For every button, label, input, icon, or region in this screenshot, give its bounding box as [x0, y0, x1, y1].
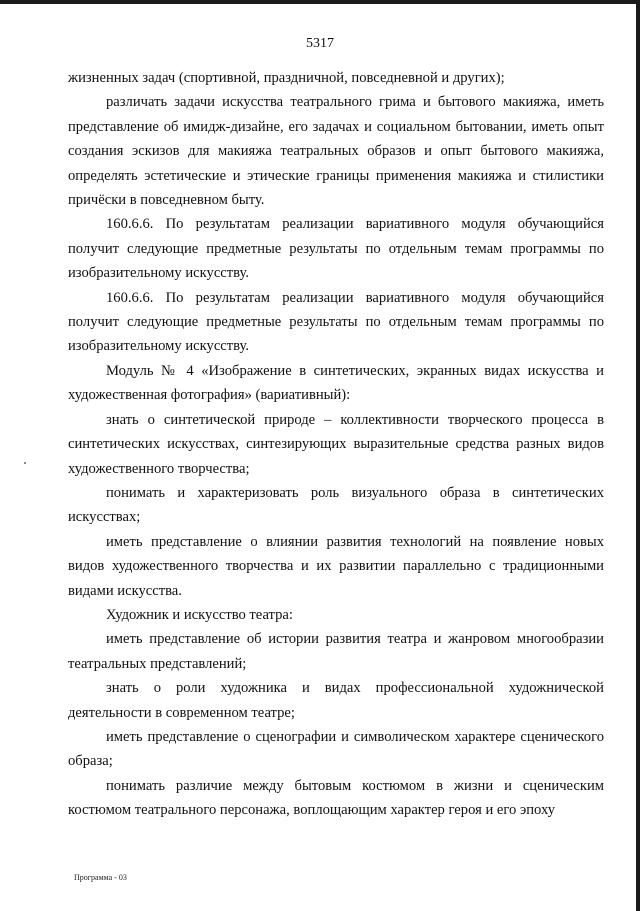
page-number: 5317 — [306, 36, 334, 51]
paragraph: знать о роли художника и видах профессиональной художнической деятельности в современном театре; — [68, 680, 604, 721]
paragraph: иметь представление о сценографии и символическом характере сценического образа; — [68, 728, 604, 770]
paragraph: знать о синтетической природе – коллективности творческого процесса в синтетических искусствах, синтезирующих выразительные средства разных видов художественного творчества; — [68, 411, 604, 477]
paragraph: понимать и характеризовать роль визуального образа в синтетических искусствах; — [68, 484, 604, 526]
paragraph: 160.6.6. По результатам реализации вариативного модуля обучающийся получит следующие предметные результаты по отдельным темам программы по изобразительному искусству. — [68, 216, 604, 282]
body-text — [68, 66, 604, 823]
scan-edge-right — [636, 0, 640, 911]
paragraph: понимать различие между бытовым костюмом в жизни и сценическим костюмом театрального персонажа, воплощающим характер героя и его эпоху — [68, 777, 604, 819]
paragraph: 160.6.6. По результатам реализации вариативного модуля обучающийся получит следующие предметные результаты по отдельным темам программы по изобразительному искусству. — [68, 289, 604, 355]
paragraph: Художник и искусство театра: — [106, 606, 293, 623]
paragraph: иметь представление о влиянии развития технологий на появление новых видов художественного творчества и их развитии параллельно с традиционными видами искусства. — [68, 533, 604, 599]
scan-edge-top — [0, 0, 640, 4]
paragraph: жизненных задач (спортивной, праздничной, повседневной и других); — [68, 70, 505, 86]
paragraph: иметь представление об истории развития театра и жанровом многообразии театральных представлений; — [68, 631, 604, 672]
paragraph: различать задачи искусства театрального грима и бытового макияжа, иметь представление об имидж-дизайне, его задачах и социальном бытовании, иметь опыт создания эскизов для макияжа театральных образов и опыт бытового макияжа, определять эстетические и этические границы применения макияжа и стилистики причёски в повседневном быту. — [68, 94, 604, 209]
paragraph: Модуль № 4 «Изображение в синтетических, экранных видах искусства и художественная фотография» (вариативный): — [68, 362, 604, 404]
scan-speck — [24, 462, 26, 464]
footer-label: Программа - 03 — [74, 873, 127, 882]
